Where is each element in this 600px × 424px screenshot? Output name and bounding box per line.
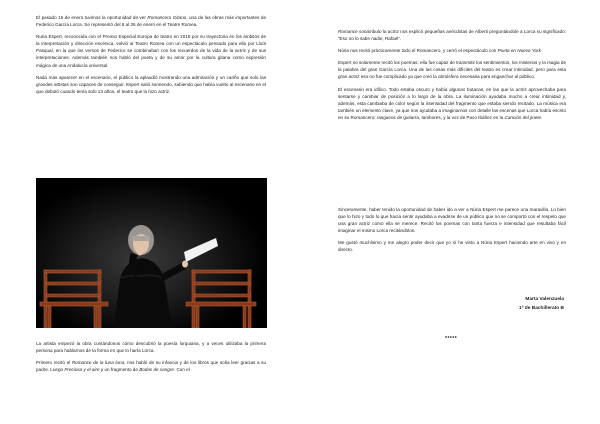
author-name: Marta Valenzuela	[525, 297, 564, 302]
performance-photo	[36, 178, 267, 328]
author-course: 1º de Bachillerato B	[519, 306, 564, 311]
left-article-column-bottom	[36, 340, 266, 378]
paragraph-closing-poem: Núria nos recitó prácticamente todo el Romancero, y cerró el espectáculo con Poeta en Nueva York	[338, 48, 541, 54]
paragraph-first-person: La artista empezó la obra contándonos cómo descubrió la poesía lorquiana, y a veces utilizaba la primera persona para hablarnos de la forma en que lo haría Lorca.	[36, 341, 266, 354]
paragraph-romance-sonambulo: Romance sonámbulo la actriz nos explicó pequeñas anécdotas de Alberti preguntándole a Lorca su significado: “Eso no lo sabe nadie, Rafael”.	[338, 29, 566, 42]
paragraph-recitations: Primero recitó el Romance de la luna luna, nos habló de su infancia y de los libros que solía leer gracias a su padre. Luego Preciosa y el aire y un fragmento de Bodas de sangre. Con el	[36, 360, 266, 373]
paragraph-final-thought: Me gustó muchísimo y me alegro poder decir que yo sí he visto a Núria Espert haciendo arte en vivo y en directo.	[338, 240, 566, 253]
paragraph-nuria-espert: Nuria Espert, reconocida con el Premio Especial Europa de teatro en 2018 por su trayectoria en los ámbitos de la interpretación y dirección escénica, volvió al Teatro Romea con un espectáculo pensado para ella por Lluís Pasqual, en la que los versos de Federico se combinaban con los recuerdos de la vida de la actriz y de sus interpretaciones. Además también nos habló del poeta y de su amor por la cultura gitana como expresión mágica de una Andalucía universal.	[36, 34, 266, 68]
paragraph-conclusion: Sinceramente, haber tenido la oportunidad de haber ido a ver a Núria Espert me parece una maravilla. Lo bien que lo hizo y todo lo que hacía sentir ayudaba a evadirse de un público que no se comportó con el respeto que una gran actriz como ella se merece. Recitó los poemas con tanta fuerza e intensidad que resultaba fácil imaginar el mismo Lorca recitándolos.	[338, 207, 566, 234]
end-ornament: *****	[445, 336, 458, 342]
left-article-column-top	[36, 14, 266, 100]
paragraph-stage-setting: El escenario era idílico. Todo estaba oscuro y había algunas butacas, en las que la actriz aprovechaba para sentarse y cambiar de posición a lo largo de la obra. La iluminación ayudaba mucho a crear intimidad y, además, esta cambiaba de color según la intensidad del fragmento que estaba siendo recitado. La música era también un elemento clave, ya que nos ayudaba a imaginarnos con detalle las escenas que Lorca había escrito en su Romancero: rasgueos de guitarra, tambores, y la voz de Paco Ibáñez en la Canción del jinete.	[338, 86, 566, 120]
actress-on-stage-illustration	[36, 178, 267, 328]
paragraph-intro: El pasado 16 de enero tuvimos la oportunidad de ver Romancero Gitano, una de las obras más importantes de Federico García Lorca. Se representó del 8 al 26 de enero en el Teatre Romea.	[36, 15, 267, 28]
right-article-column-conclusion	[338, 206, 566, 259]
right-article-column-top	[338, 28, 566, 126]
paragraph-stage-entrance: Nada más aparecer en el escenario, el público la aplaudió mostrando una admiración y un cariño que solo las grandes artistas son capaces de conseguir. Espert salió sonriendo, sabiendo que había vuelto al escenario en el que debutó cuando tenía solo 13 años, el teatro que la hizo actriz.	[36, 74, 266, 94]
paragraph-intimacy: Espert no solamente recitó los poemas: ella fue capaz de transmitir los sentimientos, los misterios y la magia de la palabra del gran García Lorca. Una de las cosas más difíciles del teatro es crear intimidad, pero para esta gran actriz eso no fue complicado ya que creó la atmósfera necesaria para enganchar al público.	[338, 60, 566, 80]
right-page	[300, 0, 600, 424]
